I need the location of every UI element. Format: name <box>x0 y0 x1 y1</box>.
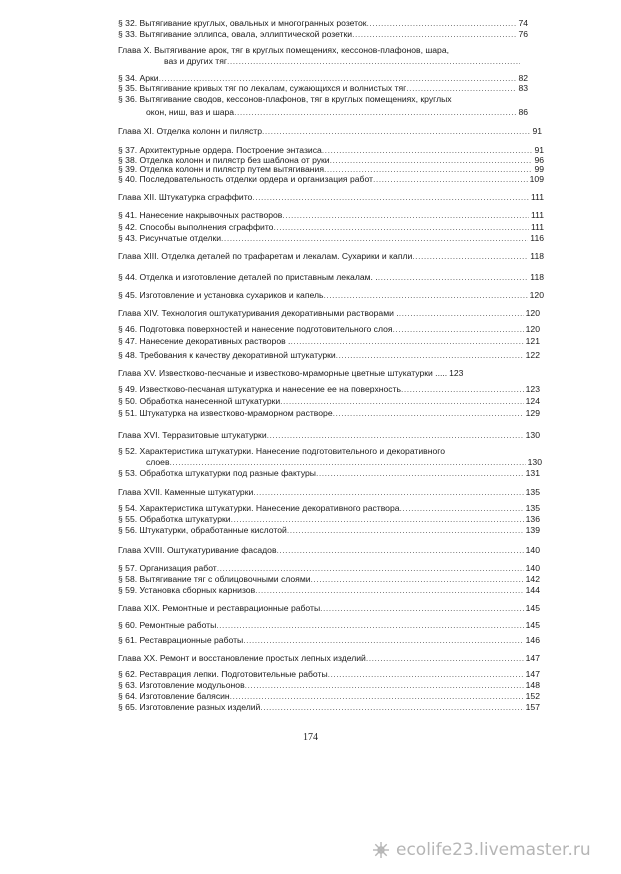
entry-title: Глава XX. Ремонт и восстановление простых лепных изделий <box>118 653 366 663</box>
leader-dots <box>311 574 524 584</box>
leader-dots <box>400 503 524 513</box>
leader-dots <box>234 107 516 117</box>
entry-page: 140 <box>525 545 540 555</box>
entry-page: 91 <box>532 126 542 136</box>
leader-dots <box>170 457 526 467</box>
entry-page: 121 <box>525 336 540 346</box>
toc-entry <box>118 563 540 573</box>
toc-entry <box>118 525 540 535</box>
entry-page: 86 <box>518 107 528 117</box>
toc-entry <box>118 585 540 595</box>
toc-entry-line1: § 36. Вытягивание сводов, кессонов-плафонов, тяг в круглых помещениях, круглых <box>118 94 452 104</box>
toc-entry <box>118 384 540 394</box>
toc-entry <box>118 503 540 513</box>
entry-page: 147 <box>525 653 540 663</box>
entry-title: Глава XIX. Ремонтные и реставрационные работы <box>118 603 321 613</box>
entry-title: § 57. Организация работ <box>118 563 217 573</box>
entry-title: слоев <box>146 457 170 467</box>
toc-entry <box>118 174 544 184</box>
entry-title: § 60. Ремонтные работы <box>118 620 217 630</box>
toc-entry <box>118 620 540 630</box>
leader-dots <box>273 222 528 232</box>
entry-title: Глава XIV. Технология оштукатуривания декоративными растворами . <box>118 308 399 318</box>
toc-entry <box>118 210 544 220</box>
toc-entry <box>118 29 528 39</box>
entry-page: 135 <box>525 503 540 513</box>
leader-dots <box>316 468 524 478</box>
entry-title: § 63. Изготовление модульонов <box>118 680 245 690</box>
toc-entry <box>118 324 540 334</box>
chapter-heading <box>118 487 540 497</box>
entry-page: 111 <box>530 222 544 232</box>
chapter-heading-cont <box>164 56 522 66</box>
entry-page: 76 <box>518 29 528 39</box>
entry-title: Глава XIII. Отделка деталей по трафаретам и лекалам. Сухарики и капли <box>118 251 413 261</box>
leader-dots <box>323 290 527 300</box>
entry-title: § 38. Отделка колонн и пилястр без шаблона от руки <box>118 155 330 165</box>
entry-title: Глава XV. Известково-песчаные и известково-мраморные цветные штукатурки ..... <box>118 368 448 378</box>
entry-page: 135 <box>525 487 540 497</box>
entry-page: 142 <box>525 574 540 584</box>
leader-dots <box>252 192 529 202</box>
leader-dots <box>324 164 532 174</box>
toc-entry <box>118 702 540 712</box>
entry-title: § 37. Архитектурные ордера. Построение энтазиса <box>118 145 322 155</box>
chapter-heading: Глава X. Вытягивание арок, тяг в круглых помещениях, кессонов-плафонов, шара, <box>118 45 449 55</box>
entry-page: 147 <box>525 669 540 679</box>
leader-dots <box>262 126 530 136</box>
leader-dots <box>217 563 524 573</box>
entry-page: 152 <box>525 691 540 701</box>
leader-dots <box>412 251 528 261</box>
chapter-heading <box>118 126 542 136</box>
toc-entry <box>118 290 544 300</box>
chapter-heading <box>118 653 540 663</box>
toc-entry <box>118 272 544 282</box>
entry-page: 140 <box>525 563 540 573</box>
toc-entry <box>118 83 528 93</box>
entry-page: 146 <box>525 635 540 645</box>
page-number: 174 <box>303 732 318 743</box>
leader-dots <box>290 336 523 346</box>
entry-title: § 48. Требования к качеству декоративной штукатурки <box>118 350 336 360</box>
entry-page: 131 <box>525 468 540 478</box>
entry-page: 74 <box>518 18 528 28</box>
entry-page: 120 <box>529 290 544 300</box>
leader-dots <box>255 585 524 595</box>
chapter-heading <box>118 192 544 202</box>
entry-page: 118 <box>530 251 544 261</box>
entry-title: § 46. Подготовка поверхностей и нанесение подготовительного слоя <box>118 324 393 334</box>
entry-title: § 34. Арки <box>118 73 159 83</box>
entry-page: 120 <box>525 308 540 318</box>
toc-entry <box>118 164 544 174</box>
toc-entry-cont <box>146 107 528 117</box>
entry-title: § 64. Изготовление балясин <box>118 691 230 701</box>
leader-dots <box>253 487 523 497</box>
leader-dots <box>328 669 524 679</box>
leader-dots <box>231 514 524 524</box>
entry-title: § 53. Обработка штукатурки под разные фактуры <box>118 468 316 478</box>
entry-page: 130 <box>527 457 542 467</box>
entry-page: 122 <box>525 350 540 360</box>
entry-title: окон, ниш, ваз и шара <box>146 107 235 117</box>
chapter-heading <box>118 603 540 613</box>
leader-dots <box>260 702 523 712</box>
toc-entry <box>118 336 540 346</box>
toc-entry <box>118 396 540 406</box>
entry-title: § 44. Отделка и изготовление деталей по приставным лекалам. . <box>118 272 378 282</box>
toc-entry <box>118 691 540 701</box>
entry-title: Глава XVI. Терразитовые штукатурки <box>118 430 267 440</box>
leader-dots <box>227 56 520 66</box>
entry-page: 148 <box>525 680 540 690</box>
leader-dots <box>401 384 524 394</box>
leader-dots <box>277 545 524 555</box>
watermark <box>372 840 591 860</box>
entry-title: § 59. Установка сборных карнизов <box>118 585 256 595</box>
chapter-heading <box>118 251 544 261</box>
entry-page: 157 <box>525 702 540 712</box>
leader-dots <box>367 18 517 28</box>
leader-dots <box>230 691 524 701</box>
entry-page: 83 <box>518 83 528 93</box>
entry-page: 123 <box>525 384 540 394</box>
entry-title: § 47. Нанесение декоративных растворов . <box>118 336 291 346</box>
leader-dots <box>406 83 516 93</box>
leader-dots <box>267 430 524 440</box>
entry-title: Глава XVIII. Оштукатуривание фасадов <box>118 545 277 555</box>
entry-page: 111 <box>530 210 544 220</box>
entry-title: Глава XII. Штукатурка сграффито <box>118 192 253 202</box>
chapter-heading <box>118 368 518 378</box>
entry-page: 111 <box>530 192 544 202</box>
leader-dots <box>399 308 524 318</box>
leader-dots <box>243 635 523 645</box>
entry-title: Глава XI. Отделка колонн и пилястр <box>118 126 263 136</box>
toc-entry <box>118 408 540 418</box>
toc-entry <box>118 233 544 243</box>
entry-title: § 55. Обработка штукатурки <box>118 514 231 524</box>
entry-title: § 39. Отделка колонн и пилястр путем вытягивания <box>118 164 324 174</box>
toc-entry <box>118 18 528 28</box>
leader-dots <box>333 408 524 418</box>
entry-page: 145 <box>525 620 540 630</box>
leader-dots <box>159 73 517 83</box>
entry-title: § 62. Реставрация лепки. Подготовительные работы <box>118 669 328 679</box>
entry-page: 123 <box>449 368 464 378</box>
entry-title: § 58. Вытягивание тяг с облицовочными слоями <box>118 574 311 584</box>
entry-title: § 42. Способы выполнения сграффито <box>118 222 274 232</box>
entry-page: 96 <box>534 155 544 165</box>
toc-entry <box>118 574 540 584</box>
chapter-heading <box>118 308 540 318</box>
entry-page: 129 <box>525 408 540 418</box>
entry-page: 120 <box>525 324 540 334</box>
toc-entry <box>118 73 528 83</box>
entry-page: 145 <box>525 603 540 613</box>
entry-title: § 40. Последовательность отделки ордера и организация работ <box>118 174 373 184</box>
leader-dots <box>282 210 529 220</box>
entry-title: § 41. Нанесение накрывочных растворов <box>118 210 283 220</box>
snowflake-logo-icon <box>372 841 390 859</box>
entry-page: 144 <box>525 585 540 595</box>
toc-entry <box>118 680 540 690</box>
entry-title: Глава XVII. Каменные штукатурки <box>118 487 254 497</box>
toc-entry-line1: § 52. Характеристика штукатурки. Нанесение подготовительного и декоративного <box>118 446 445 456</box>
entry-title: § 65. Изготовление разных изделий <box>118 702 261 712</box>
entry-title: § 61. Реставрационные работы <box>118 635 244 645</box>
entry-title: § 32. Вытягивание круглых, овальных и многогранных розеток <box>118 18 367 28</box>
leader-dots <box>221 233 528 243</box>
leader-dots <box>366 653 524 663</box>
leader-dots <box>393 324 524 334</box>
entry-page: 109 <box>529 174 544 184</box>
leader-dots <box>280 396 524 406</box>
entry-page: 130 <box>525 430 540 440</box>
toc-entry <box>118 468 540 478</box>
leader-dots <box>216 620 523 630</box>
entry-title: § 49. Известково-песчаная штукатурка и нанесение ее на поверхность <box>118 384 401 394</box>
chapter-heading <box>118 545 540 555</box>
entry-title: § 56. Штукатурки, обработанные кислотой <box>118 525 287 535</box>
entry-title: § 51. Штукатурка на известково-мраморном растворе <box>118 408 333 418</box>
toc-entry <box>118 145 544 155</box>
toc-entry <box>118 669 540 679</box>
leader-dots <box>320 603 524 613</box>
watermark-text: ecolife23.livemaster.ru <box>396 840 591 860</box>
entry-title: § 45. Изготовление и установка сухариков и капель <box>118 290 324 300</box>
entry-page: 99 <box>534 164 544 174</box>
entry-page: 139 <box>525 525 540 535</box>
leader-dots <box>287 525 524 535</box>
leader-dots <box>373 174 528 184</box>
entry-title: § 54. Характеристика штукатурки. Нанесение декоративного раствора <box>118 503 400 513</box>
entry-page: 116 <box>530 233 544 243</box>
entry-page: 82 <box>518 73 528 83</box>
entry-page: 118 <box>530 272 544 282</box>
entry-title: § 50. Обработка нанесенной штукатурки <box>118 396 281 406</box>
toc-entry <box>118 222 544 232</box>
leader-dots <box>322 145 533 155</box>
chapter-heading <box>118 430 540 440</box>
leader-dots <box>336 350 524 360</box>
toc-entry-cont <box>146 457 542 467</box>
entry-title: § 33. Вытягивание эллипса, овала, эллиптической розетки <box>118 29 353 39</box>
toc-entry <box>118 635 540 645</box>
toc-entry <box>118 350 540 360</box>
leader-dots <box>245 680 524 690</box>
leader-dots <box>352 29 516 39</box>
entry-title: § 35. Вытягивание кривых тяг по лекалам, сужающихся и волнистых тяг <box>118 83 407 93</box>
entry-title: ваз и других тяг <box>164 56 228 66</box>
leader-dots <box>378 272 529 282</box>
entry-title: § 43. Рисунчатые отделки <box>118 233 222 243</box>
entry-page: 136 <box>525 514 540 524</box>
toc-entry <box>118 514 540 524</box>
entry-page: 91 <box>534 145 544 155</box>
entry-page: 124 <box>525 396 540 406</box>
